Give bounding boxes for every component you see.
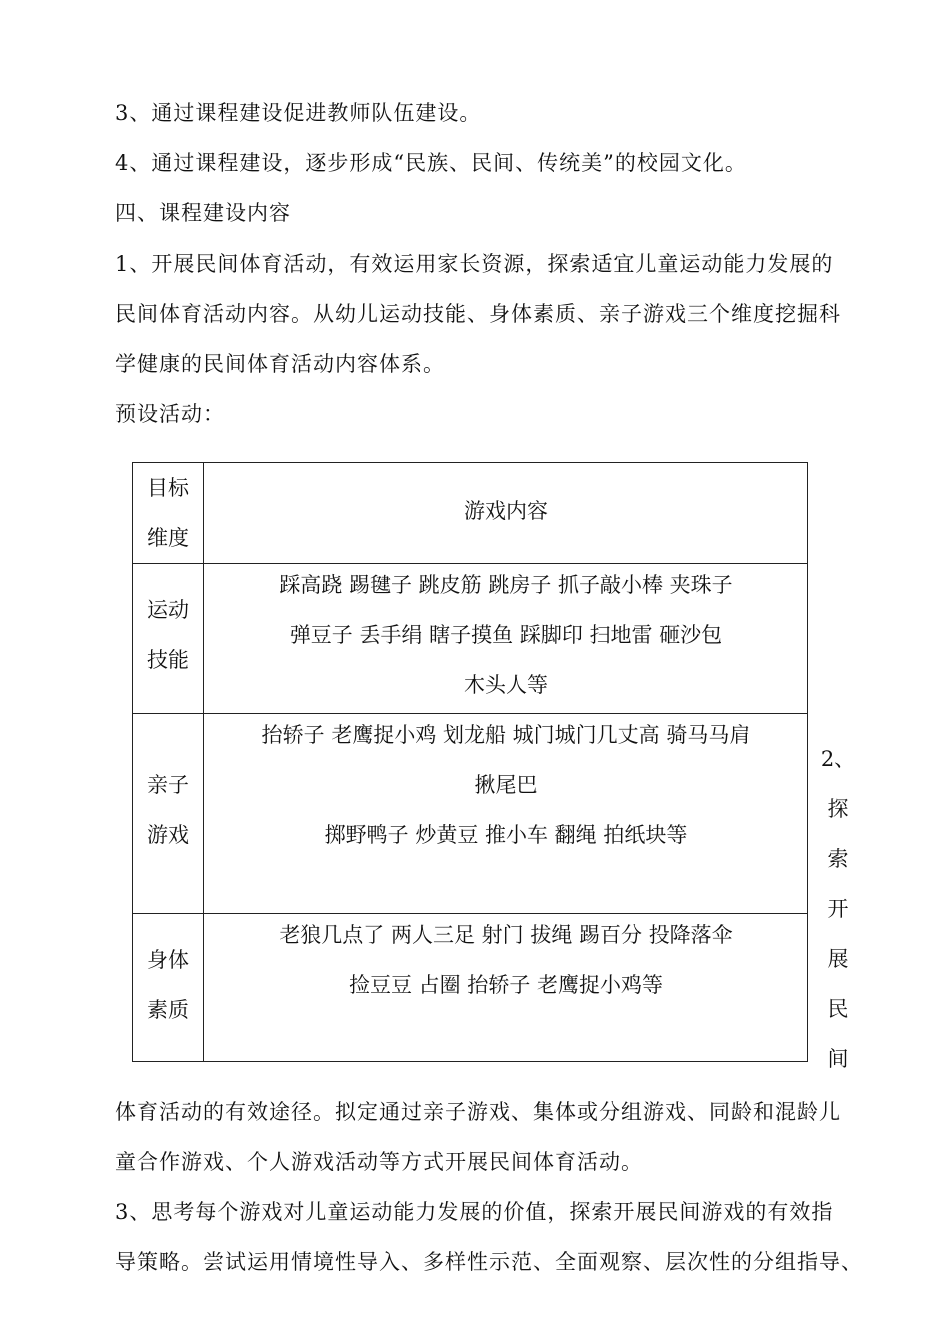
row-dimension-line: 亲子	[147, 773, 189, 797]
paragraph-line: 3、通过课程建设促进教师队伍建设。	[115, 101, 482, 125]
side-char: 探	[827, 797, 849, 821]
header-dimension-line: 维度	[147, 526, 189, 550]
row-dimension-line: 技能	[147, 648, 189, 672]
paragraph-line: 民间体育活动内容。从幼儿运动技能、身体素质、亲子游戏三个维度挖掘科	[115, 302, 841, 326]
row-dimension-line: 身体	[147, 948, 189, 972]
row-content-line: 揪尾巴	[474, 773, 538, 797]
row-dimension-line: 运动	[147, 598, 189, 622]
table-column-divider	[203, 463, 204, 1061]
side-vertical-text	[818, 734, 858, 1084]
activity-table	[132, 462, 808, 1062]
section-heading: 四、课程建设内容	[115, 201, 291, 225]
side-char: 2、	[820, 747, 856, 771]
header-content: 游戏内容	[464, 499, 548, 523]
paragraph-line: 学健康的民间体育活动内容体系。	[115, 352, 445, 376]
paragraph-line: 3、思考每个游戏对儿童运动能力发展的价值，探索开展民间游戏的有效指	[115, 1200, 834, 1224]
side-char: 间	[827, 1047, 849, 1071]
paragraph-line: 预设活动：	[115, 402, 225, 426]
row-content-line: 抬轿子 老鹰捉小鸡 划龙船 城门城门几丈高 骑马马肩	[261, 723, 751, 747]
row-content-line: 弹豆子 丢手绢 瞎子摸鱼 踩脚印 扫地雷 砸沙包	[289, 623, 723, 647]
row-content-line: 掷野鸭子 炒黄豆 推小车 翻绳 拍纸块等	[324, 823, 688, 847]
paragraph-line: 童合作游戏、个人游戏活动等方式开展民间体育活动。	[115, 1150, 643, 1174]
paragraph-line: 导策略。尝试运用情境性导入、多样性示范、全面观察、层次性的分组指导、	[115, 1250, 863, 1274]
paragraph-line: 1、开展民间体育活动，有效运用家长资源，探索适宜儿童运动能力发展的	[115, 252, 834, 276]
header-dimension-line: 目标	[147, 476, 189, 500]
row-dimension-line: 素质	[147, 998, 189, 1022]
side-char: 索	[827, 847, 849, 871]
side-char: 民	[827, 997, 849, 1021]
paragraph-line: 体育活动的有效途径。拟定通过亲子游戏、集体或分组游戏、同龄和混龄儿	[115, 1100, 841, 1124]
side-char: 开	[827, 897, 849, 921]
row-dimension-line: 游戏	[147, 823, 189, 847]
paragraph-line: 4、通过课程建设，逐步形成“民族、民间、传统美”的校园文化。	[115, 151, 747, 175]
side-char: 展	[827, 947, 849, 971]
row-content-line: 捡豆豆 占圈 抬轿子 老鹰捉小鸡等	[348, 973, 664, 997]
row-content-line: 老狼几点了 两人三足 射门 拔绳 踢百分 投降落伞	[279, 923, 733, 947]
row-content-line: 踩高跷 踢毽子 跳皮筋 跳房子 抓子敲小棒 夹珠子	[279, 573, 733, 597]
row-content-line: 木头人等	[464, 673, 548, 697]
